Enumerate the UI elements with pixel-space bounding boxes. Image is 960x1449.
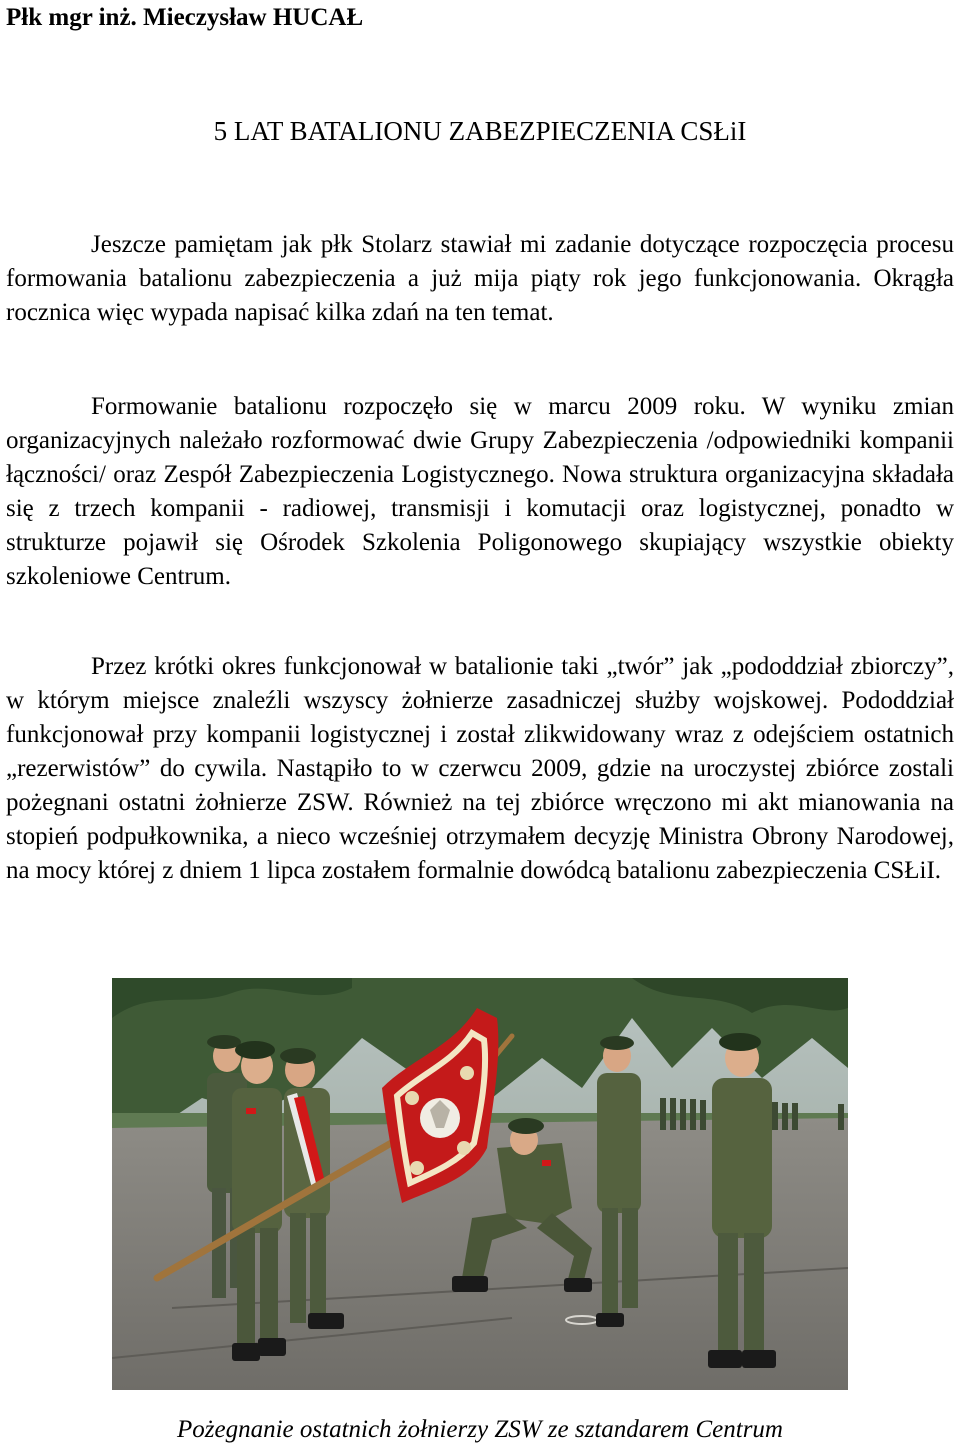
author-line: Płk mgr inż. Mieczysław HUCAŁ — [6, 4, 364, 31]
paragraph-1: Jeszcze pamiętam jak płk Stolarz stawiał mi zadanie dotyczące rozpoczęcia procesu formowania batalionu zabezpieczenia a już mija piąty rok jego funkcjonowania. Okrągła rocznica więc wypada napisać kilka zdań na ten temat. — [6, 231, 954, 326]
article-title: 5 LAT BATALIONU ZABEZPIECZENIA CSŁiI — [213, 116, 747, 146]
photo-caption: Pożegnanie ostatnich żołnierzy ZSW ze sztandarem Centrum — [177, 1416, 783, 1443]
ceremony-photo — [112, 978, 848, 1390]
paragraph-2: Formowanie batalionu rozpoczęło się w marcu 2009 roku. W wyniku zmian organizacyjnych należało rozformować dwie Grupy Zabezpieczenia /odpowiedniki kompanii łączności/ oraz Zespół Zabezpieczenia Logistycznego. Nowa struktura organizacyjna składała się z trzech kompanii - radiowej, transmisji i komutacji oraz logistycznej, ponadto w strukturze pojawił się Ośrodek Szkolenia Poligonowego skupiający wszystkie obiekty szkoleniowe Centrum. — [6, 393, 954, 590]
paragraph-3: Przez krótki okres funkcjonował w batalionie taki „twór” jak „pododdział zbiorczy”, w którym miejsce znaleźli wszyscy żołnierze zasadniczej służby wojskowej. Pododdział funkcjonował przy kompanii logistycznej i został zlikwidowany wraz z odejściem ostatnich „rezerwistów” do cywila. Nastąpiło to w czerwcu 2009, gdzie na uroczystej zbiórce zostali pożegnani ostatni żołnierze ZSW. Również na tej zbiórce wręczono mi akt mianowania na stopień podpułkownika, a nieco wcześniej otrzymałem decyzję Ministra Obrony Narodowej, na mocy której z dniem 1 lipca zostałem formalnie dowódcą batalionu zabezpieczenia CSŁiI. — [6, 653, 954, 884]
